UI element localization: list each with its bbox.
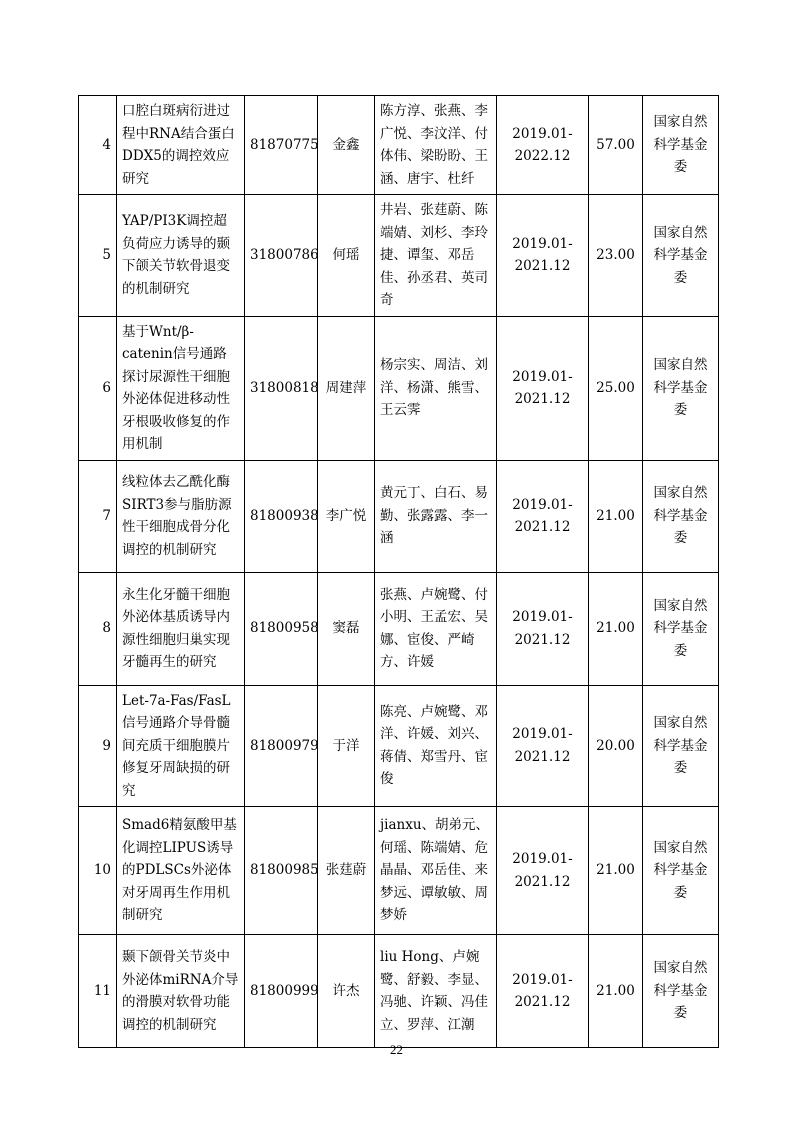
project-code: 81800938: [245, 460, 318, 572]
principal-investigator: 窦磊: [318, 572, 375, 685]
funding-amount: 23.00: [589, 195, 643, 317]
project-period: 2019.01-2021.12: [497, 316, 589, 460]
project-title: 线粒体去乙酰化酶SIRT3参与脂肪源性干细胞成骨分化调控的机制研究: [117, 460, 245, 572]
project-period: 2019.01-2021.12: [497, 195, 589, 317]
table-row: [79, 685, 719, 807]
principal-investigator: 张莛蔚: [318, 807, 375, 935]
project-title: 口腔白斑病衍进过程中RNA结合蛋白DDX5的调控效应研究: [117, 96, 245, 195]
funding-source: 国家自然科学基金委: [643, 96, 719, 195]
funding-amount: 21.00: [589, 807, 643, 935]
project-period: 2019.01-2021.12: [497, 685, 589, 807]
funding-source: 国家自然科学基金委: [643, 935, 719, 1048]
project-period: 2019.01-2021.12: [497, 807, 589, 935]
project-code: 81800958: [245, 572, 318, 685]
funding-amount: 21.00: [589, 935, 643, 1048]
project-title: Let-7a-Fas/FasL信号通路介导骨髓间充质干细胞膜片修复牙周缺损的研究: [117, 685, 245, 807]
funding-source: 国家自然科学基金委: [643, 572, 719, 685]
table-row: [79, 935, 719, 1048]
row-number: 9: [79, 685, 117, 807]
grants-table: [78, 95, 719, 1048]
row-number: 5: [79, 195, 117, 317]
funding-amount: 20.00: [589, 685, 643, 807]
funding-source: 国家自然科学基金委: [643, 807, 719, 935]
project-period: 2019.01-2021.12: [497, 460, 589, 572]
funding-amount: 21.00: [589, 460, 643, 572]
principal-investigator: 何瑶: [318, 195, 375, 317]
team-members: liu Hong、卢婉鹭、舒毅、李显、冯驰、许颖、冯佳立、罗萍、江潮: [375, 935, 497, 1048]
table-row: [79, 195, 719, 317]
page-number: 22: [390, 1042, 403, 1057]
principal-investigator: 金鑫: [318, 96, 375, 195]
principal-investigator: 周建萍: [318, 316, 375, 460]
team-members: 杨宗实、周洁、刘洋、杨潇、熊雪、王云霁: [375, 316, 497, 460]
row-number: 8: [79, 572, 117, 685]
project-code: 31800786: [245, 195, 318, 317]
funding-amount: 25.00: [589, 316, 643, 460]
row-number: 6: [79, 316, 117, 460]
row-number: 10: [79, 807, 117, 935]
team-members: 黄元丁、白石、易勤、张露露、李一涵: [375, 460, 497, 572]
project-title: 基于Wnt/β-catenin信号通路探讨尿源性干细胞外泌体促进移动性牙根吸收修复的作用机制: [117, 316, 245, 460]
project-title: Smad6精氨酸甲基化调控LIPUS诱导的PDLSCs外泌体对牙周再生作用机制研究: [117, 807, 245, 935]
row-number: 7: [79, 460, 117, 572]
table-row: [79, 460, 719, 572]
funding-source: 国家自然科学基金委: [643, 460, 719, 572]
funding-source: 国家自然科学基金委: [643, 195, 719, 317]
team-members: 张燕、卢婉鹭、付小明、王孟宏、吴娜、宦俊、严崎方、许媛: [375, 572, 497, 685]
team-members: 井岩、张莛蔚、陈端婧、刘杉、李玲捷、谭玺、邓岳佳、孙丞君、英司奇: [375, 195, 497, 317]
funding-amount: 57.00: [589, 96, 643, 195]
table-row: [79, 96, 719, 195]
table-row: [79, 316, 719, 460]
project-title: 永生化牙髓干细胞外泌体基质诱导内源性细胞归巢实现牙髓再生的研究: [117, 572, 245, 685]
project-code: 81870775: [245, 96, 318, 195]
project-period: 2019.01-2021.12: [497, 572, 589, 685]
principal-investigator: 许杰: [318, 935, 375, 1048]
row-number: 4: [79, 96, 117, 195]
funding-source: 国家自然科学基金委: [643, 316, 719, 460]
team-members: 陈亮、卢婉鹭、邓洋、许媛、刘兴、蒋倩、郑雪丹、宦俊: [375, 685, 497, 807]
row-number: 11: [79, 935, 117, 1048]
team-members: 陈方淳、张燕、李广悦、李汶洋、付体伟、梁盼盼、王涵、唐宇、杜纤: [375, 96, 497, 195]
project-code: 81800985: [245, 807, 318, 935]
team-members: jianxu、胡弟元、何瑶、陈端婧、危晶晶、邓岳佳、来梦远、谭敏敏、周梦娇: [375, 807, 497, 935]
project-code: 81800979: [245, 685, 318, 807]
principal-investigator: 于洋: [318, 685, 375, 807]
project-code: 81800999: [245, 935, 318, 1048]
table-row: [79, 572, 719, 685]
project-code: 31800818: [245, 316, 318, 460]
project-period: 2019.01-2021.12: [497, 935, 589, 1048]
table-row: [79, 807, 719, 935]
project-title: YAP/PI3K调控超负荷应力诱导的颞下颌关节软骨退变的机制研究: [117, 195, 245, 317]
funding-source: 国家自然科学基金委: [643, 685, 719, 807]
project-period: 2019.01-2022.12: [497, 96, 589, 195]
funding-amount: 21.00: [589, 572, 643, 685]
principal-investigator: 李广悦: [318, 460, 375, 572]
project-title: 颞下颌骨关节炎中外泌体miRNA介导的滑膜对软骨功能调控的机制研究: [117, 935, 245, 1048]
